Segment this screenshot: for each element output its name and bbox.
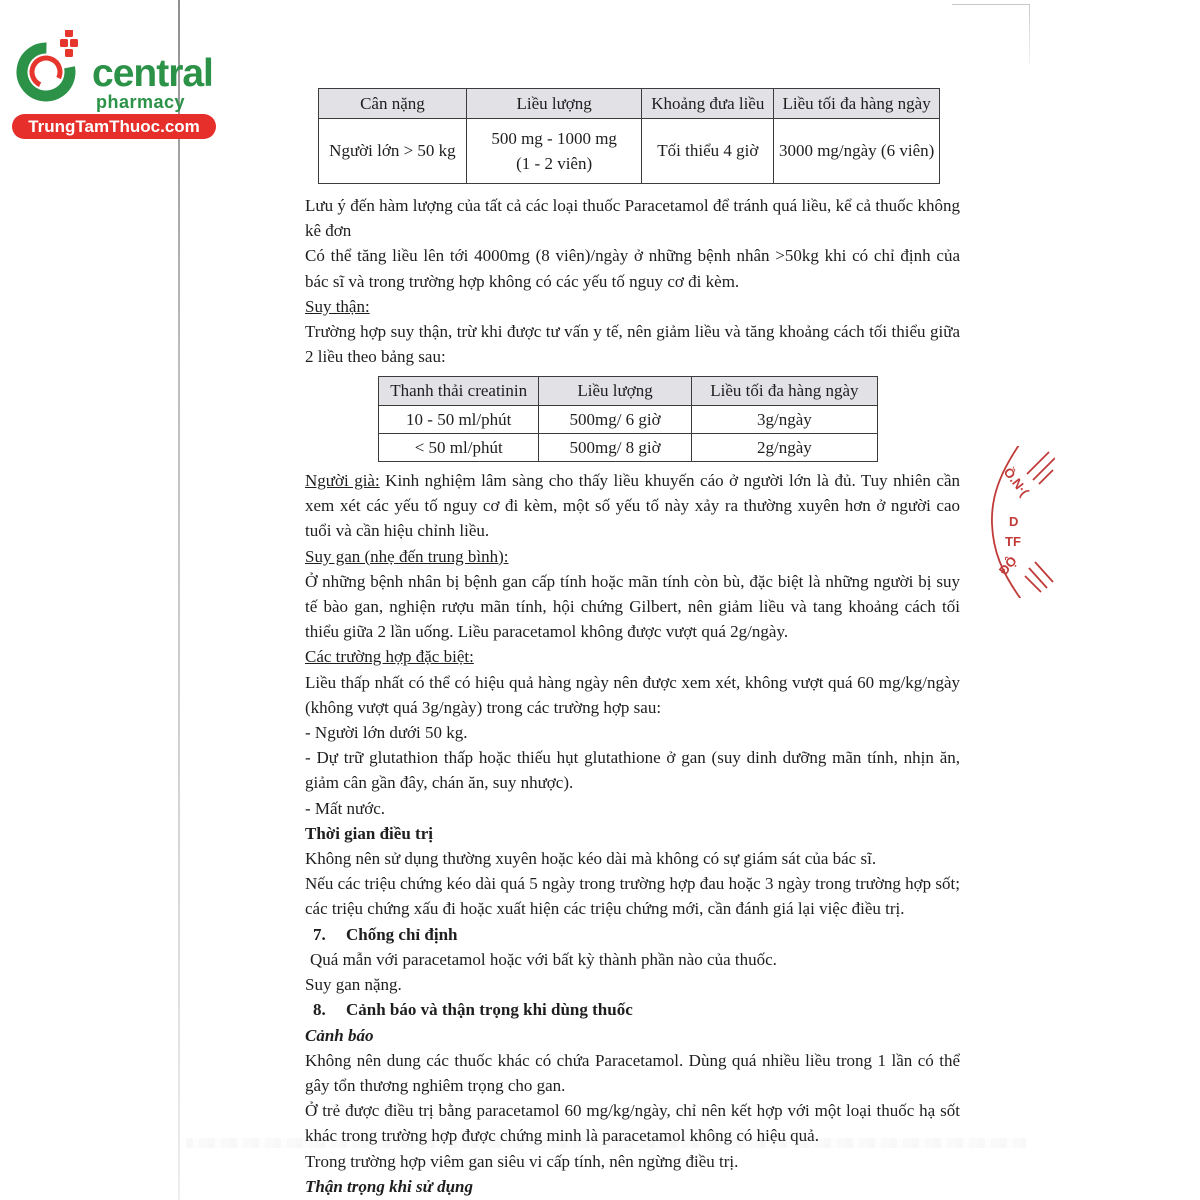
cell-weight: Người lớn > 50 kg <box>319 119 467 184</box>
cell-dose-line1: 500 mg - 1000 mg <box>491 128 617 148</box>
page-right-edge-line <box>1029 4 1030 64</box>
elderly-lead-label: Người già: <box>305 471 380 491</box>
creatinine-clearance-table <box>378 376 878 462</box>
cell-clearance: 10 - 50 ml/phút <box>379 405 539 433</box>
paragraph-severe-hepatic: Suy gan nặng. <box>305 975 402 995</box>
cell-max: 2g/ngày <box>691 433 877 461</box>
col-header-clearance: Thanh thải creatinin <box>379 377 539 405</box>
heading-special-cases: Các trường hợp đặc biệt: <box>305 647 474 667</box>
paragraph-renal-intro: Trường hợp suy thận, trừ khi được tư vấn y tế, nên giảm liều và tăng khoảng cách tối thiểu giữa 2 liều theo bảng sau: <box>305 322 960 367</box>
stamp-bottom-text: ĐỘ <box>995 553 1020 578</box>
cell-dose-line2: (1 - 2 viên) <box>516 154 593 173</box>
cell-dose <box>466 119 642 184</box>
paragraph-symptoms-duration: Nếu các triệu chứng kéo dài quá 5 ngày trong trường hợp đau hoặc 3 ngày trong trường hợp sốt; các triệu chứng xấu đi hoặc xuất hiện các triệu chứng mới, cần đánh giá lại việc điều trị. <box>305 874 960 919</box>
col-header-weight: Cân nặng <box>319 89 467 119</box>
paragraph-elderly <box>305 468 960 544</box>
stamp-text-line2: TF <box>1005 534 1021 549</box>
section-7-title: Chống chỉ định <box>346 924 458 944</box>
col-header-max-daily: Liều tối đa hàng ngày <box>691 377 877 405</box>
paragraph-hepatic: Ở những bệnh nhân bị bệnh gan cấp tính hoặc mãn tính còn bù, đặc biệt là những người bị suy tế bào gan, nghiện rượu mãn tính, hội chứng Gilbert, nên giảm liều và tang khoảng cách tối thiểu giữa 2 lần uống. Liều paracetamol không được vượt quá 2g/ngày. <box>305 571 960 642</box>
table-row <box>379 405 878 433</box>
adult-dose-table <box>318 88 940 184</box>
subheading-warning: Cảnh báo <box>305 1025 374 1045</box>
col-header-dose: Liều lượng <box>539 377 691 405</box>
subheading-precautions: Thận trọng khi sử dụng <box>305 1176 473 1196</box>
elderly-text: Kinh nghiệm lâm sàng cho thấy liều khuyến cáo ở người lớn là đủ. Tuy nhiên cần xem xét các yếu tố nguy cơ đi kèm, một số yếu tố này xảy ra thường xuyên hơn ở người cao tuổi và cần hiệu chỉnh liều. <box>305 471 960 541</box>
paragraph-viral-hepatitis: Trong trường hợp viêm gan siêu vi cấp tính, nên ngừng điều trị. <box>305 1151 739 1171</box>
cell-dose: 500mg/ 8 giờ <box>539 433 691 461</box>
paragraph-no-other-paracetamol: Không nên dung các thuốc khác có chứa Paracetamol. Dùng quá nhiều liều trong 1 lần có thể gây tổn thương nghiêm trọng cho gan. <box>305 1050 960 1095</box>
logo-brand-text: central <box>92 52 213 95</box>
cell-dose: 500mg/ 6 giờ <box>539 405 691 433</box>
table-header-row <box>379 377 878 405</box>
paragraph-lowest-dose: Liều thấp nhất có thể có hiệu quả hàng ngày nên được xem xét, không vượt quá 60 mg/kg/ngày (không vượt quá 3g/ngày) trong các trường hợp sau: <box>305 672 960 717</box>
heading-hepatic-impairment: Suy gan (nhẹ đến trung bình): <box>305 546 509 566</box>
table-row <box>319 119 940 184</box>
section-8-title: Cảnh báo và thận trọng khi dùng thuốc <box>346 1000 633 1020</box>
stamp-arc-text: Ồ.N·( <box>1000 464 1033 499</box>
section-8-number: 8. <box>313 1000 326 1020</box>
bullet-dehydration: - Mất nước. <box>305 798 386 818</box>
cell-interval: Tối thiểu 4 giờ <box>642 119 774 184</box>
col-header-max-daily: Liều tối đa hàng ngày <box>774 89 940 119</box>
table-header-row <box>319 89 940 119</box>
page-top-edge-line <box>952 4 1030 5</box>
heading-treatment-duration: Thời gian điều trị <box>305 823 433 843</box>
logo-site-banner: TrungTamThuoc.com <box>12 114 216 139</box>
red-stamp <box>983 446 1055 598</box>
cell-clearance: < 50 ml/phút <box>379 433 539 461</box>
paragraph-children-antipyretic: Ở trẻ được điều trị bằng paracetamol 60 mg/kg/ngày, chỉ nên kết hợp với một loại thuốc hạ sốt khác trong trường hợp được chứng minh là paracetamol không có hiệu quả. <box>305 1101 960 1146</box>
section-7-number: 7. <box>313 924 326 944</box>
bullet-under-50kg: - Người lớn dưới 50 kg. <box>305 723 468 743</box>
page-left-edge-line <box>178 0 180 1200</box>
col-header-dose: Liều lượng <box>466 89 642 119</box>
central-pharmacy-logo <box>10 30 228 142</box>
paragraph-overdose-note: Lưu ý đến hàm lượng của tất cả các loại thuốc Paracetamol để tránh quá liều, kể cả thuốc không kê đơn <box>305 196 960 241</box>
cell-max: 3g/ngày <box>691 405 877 433</box>
section-7-heading <box>313 922 960 947</box>
cell-max-daily: 3000 mg/ngày (6 viên) <box>774 119 940 184</box>
col-header-interval: Khoảng đưa liều <box>642 89 774 119</box>
bullet-glutathione: - Dự trữ glutathion thấp hoặc thiếu hụt glutathione ở gan (suy dinh dưỡng mãn tính, nhịn ăn, giảm cân gần đây, chán ăn, suy nhược). <box>305 748 960 793</box>
table-row <box>379 433 878 461</box>
heading-renal-failure: Suy thận: <box>305 296 370 316</box>
paragraph-no-prolonged-use: Không nên sử dụng thường xuyên hoặc kéo dài mà không có sự giám sát của bác sĩ. <box>305 849 877 869</box>
paragraph-4000mg-note: Có thể tăng liều lên tới 4000mg (8 viên)/ngày ở những bệnh nhân >50kg khi có chỉ định của bác sĩ và trong trường hợp không có các yếu tố nguy cơ đi kèm. <box>305 246 960 291</box>
document-body <box>305 0 960 1199</box>
stamp-text-line1: D <box>1009 514 1019 529</box>
logo-sub-text: pharmacy <box>96 92 186 112</box>
section-8-heading <box>313 997 960 1022</box>
pharmacy-cross-logo-icon <box>10 97 88 114</box>
paragraph-hypersensitivity: Quá mẫn với paracetamol hoặc với bất kỳ thành phần nào của thuốc. <box>310 949 777 969</box>
